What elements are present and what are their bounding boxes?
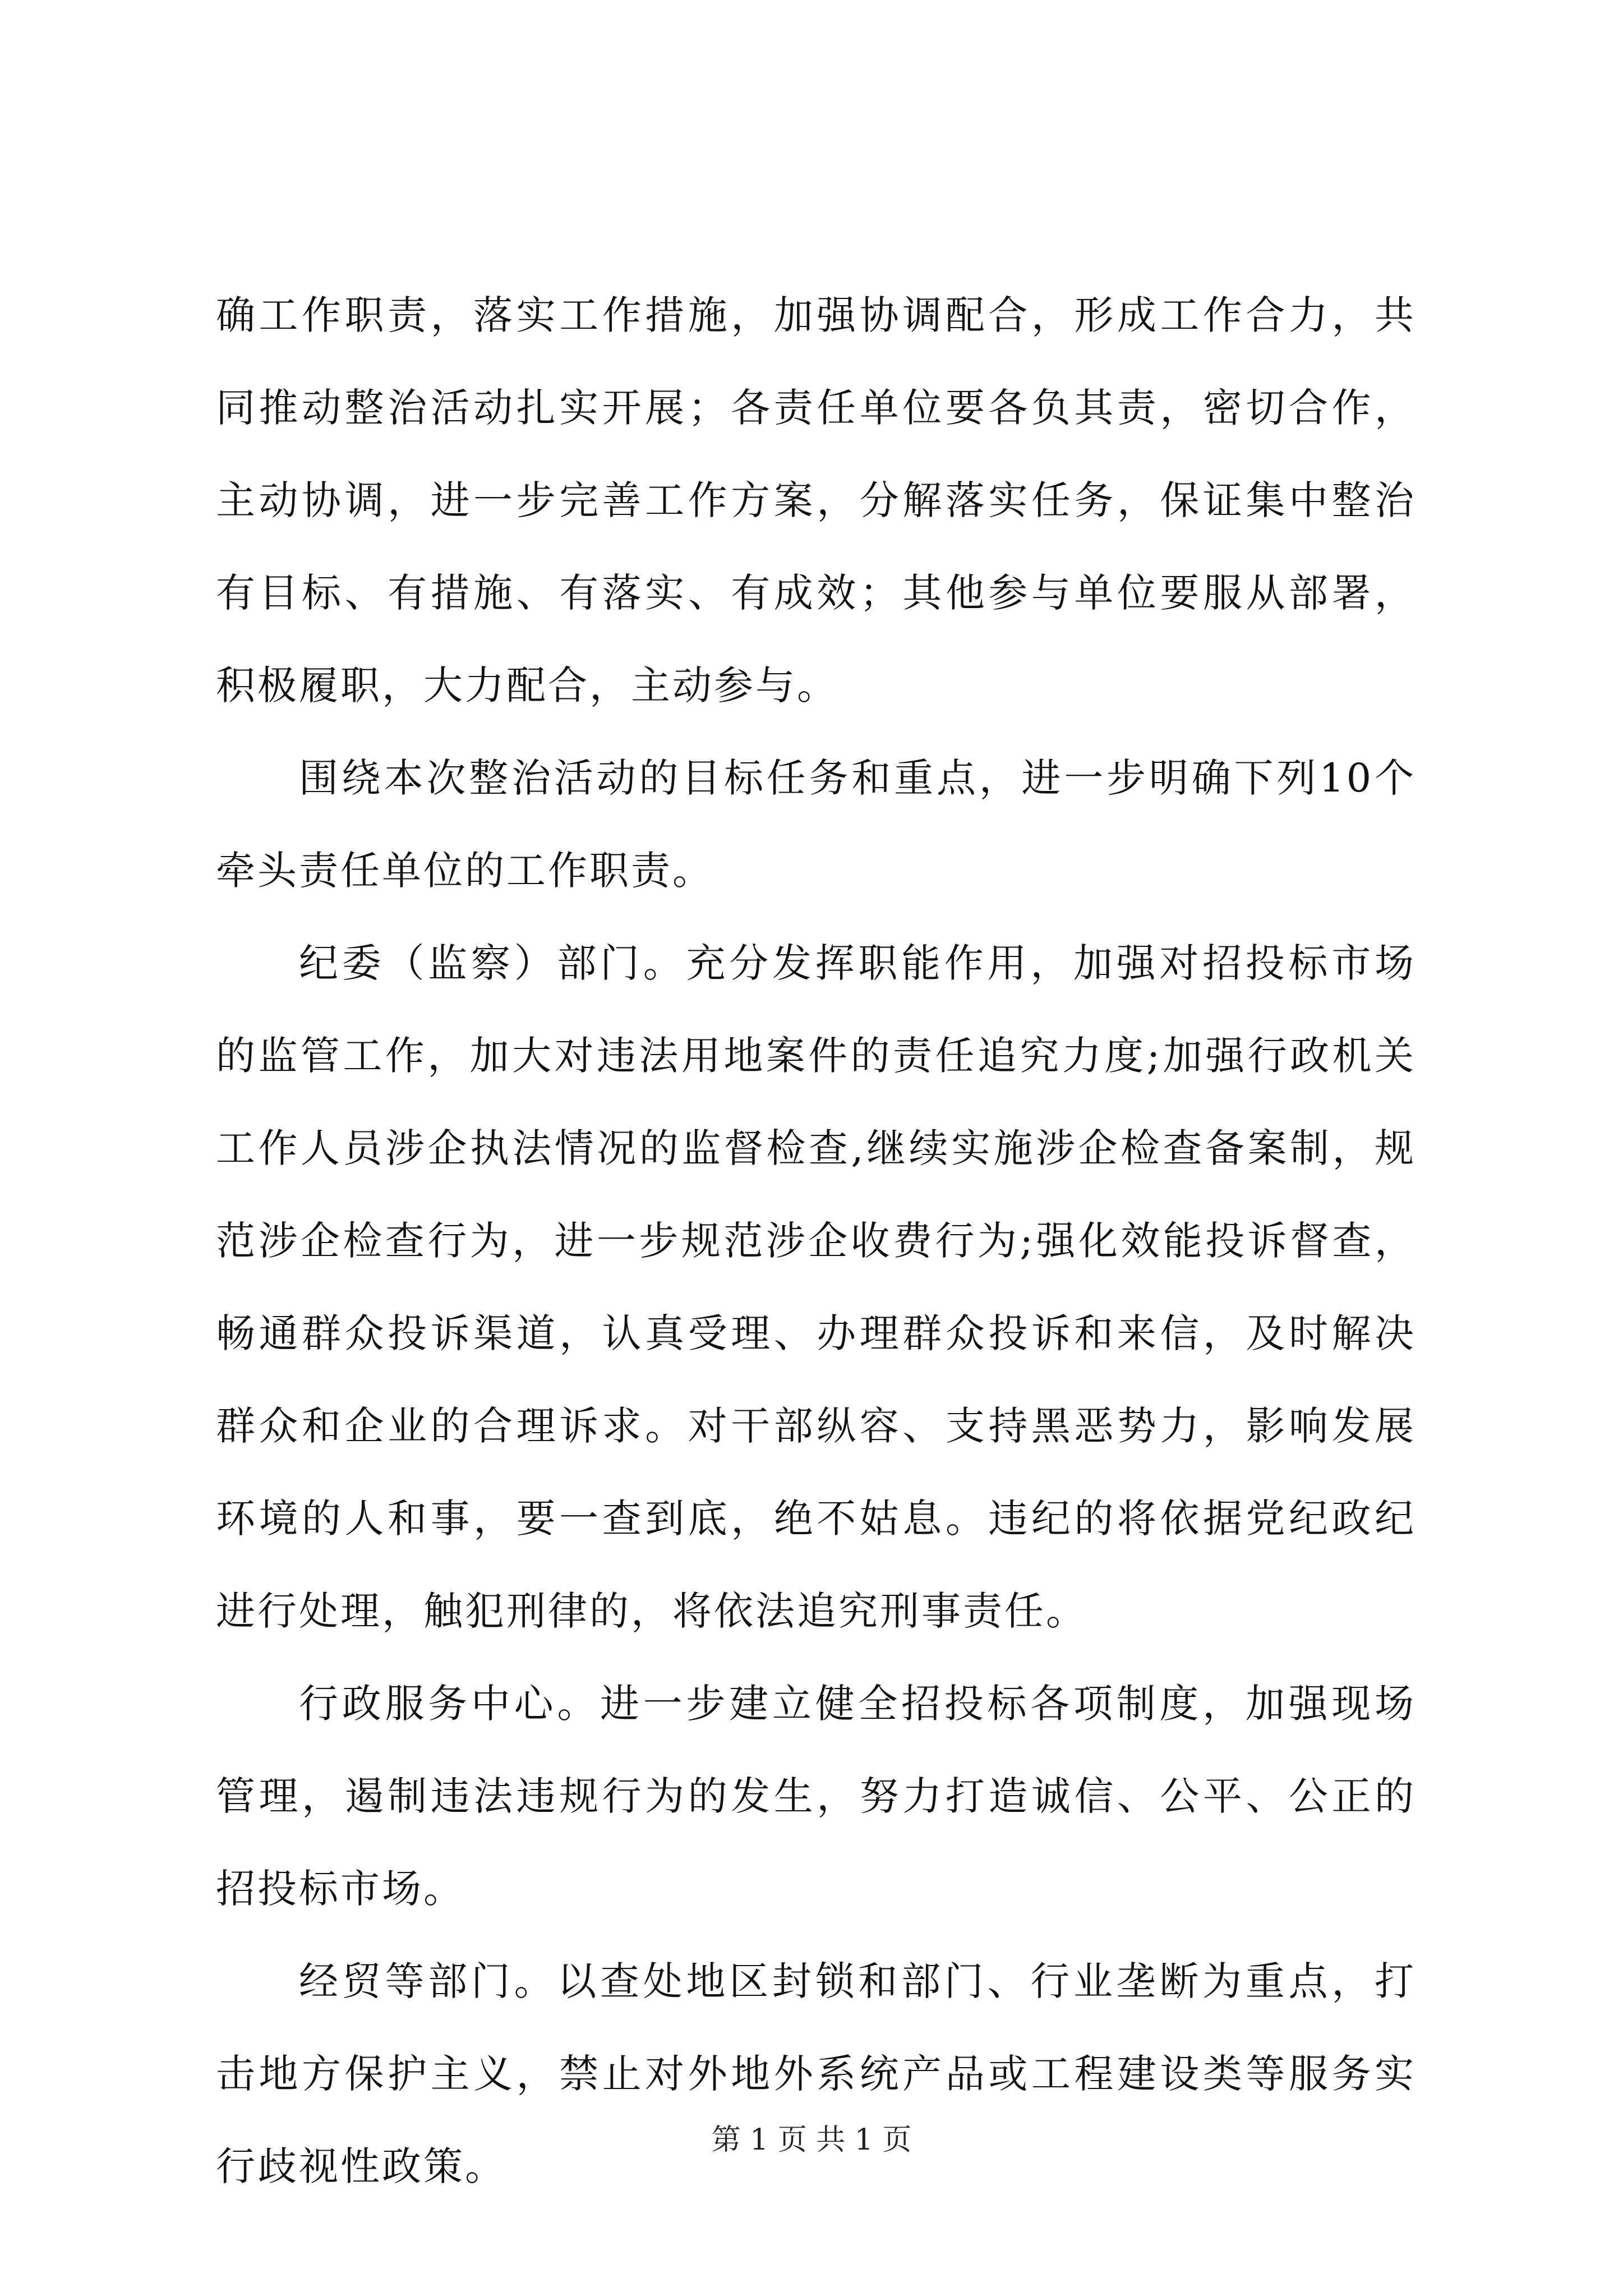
page-number-label: 第 1 页 共 1 页	[711, 2123, 912, 2157]
paragraph-discipline-department: 纪委（监察）部门。充分发挥职能作用，加强对招投标市场的监管工作，加大对违法用地案件的责任追究力度;加强行政机关工作人员涉企执法情况的监督检查,继续实施涉企检查备案制，规范涉企检查行为，进一步规范涉企收费行为;强化效能投诉督查，畅通群众投诉渠道，认真受理、办理群众投诉和来信，及时解决群众和企业的合理诉求。对干部纵容、支持黑恶势力，影响发展环境的人和事，要一查到底，绝不姑息。违纪的将依据党纪政纪进行处理，触犯刑律的，将依法追究刑事责任。	[216, 940, 1416, 1634]
document-body	[216, 269, 1416, 2213]
page-footer	[0, 2120, 1623, 2160]
paragraph-trade-department: 经贸等部门。以查处地区封锁和部门、行业垄断为重点，打击地方保护主义，禁止对外地外系统产品或工程建设类等服务实行歧视性政策。	[216, 1958, 1416, 2189]
paragraph-continuation: 确工作职责，落实工作措施，加强协调配合，形成工作合力，共同推动整治活动扎实开展；各责任单位要各负其责，密切合作，主动协调，进一步完善工作方案，分解落实任务，保证集中整治有目标、有措施、有落实、有成效；其他参与单位要服从部署，积极履职，大力配合，主动参与。	[216, 292, 1416, 708]
paragraph-admin-service-center: 行政服务中心。进一步建立健全招投标各项制度，加强现场管理，遏制违法违规行为的发生，努力打造诚信、公平、公正的招投标市场。	[216, 1681, 1416, 1912]
paragraph-intro-units: 围绕本次整治活动的目标任务和重点，进一步明确下列10个牵头责任单位的工作职责。	[216, 755, 1416, 894]
